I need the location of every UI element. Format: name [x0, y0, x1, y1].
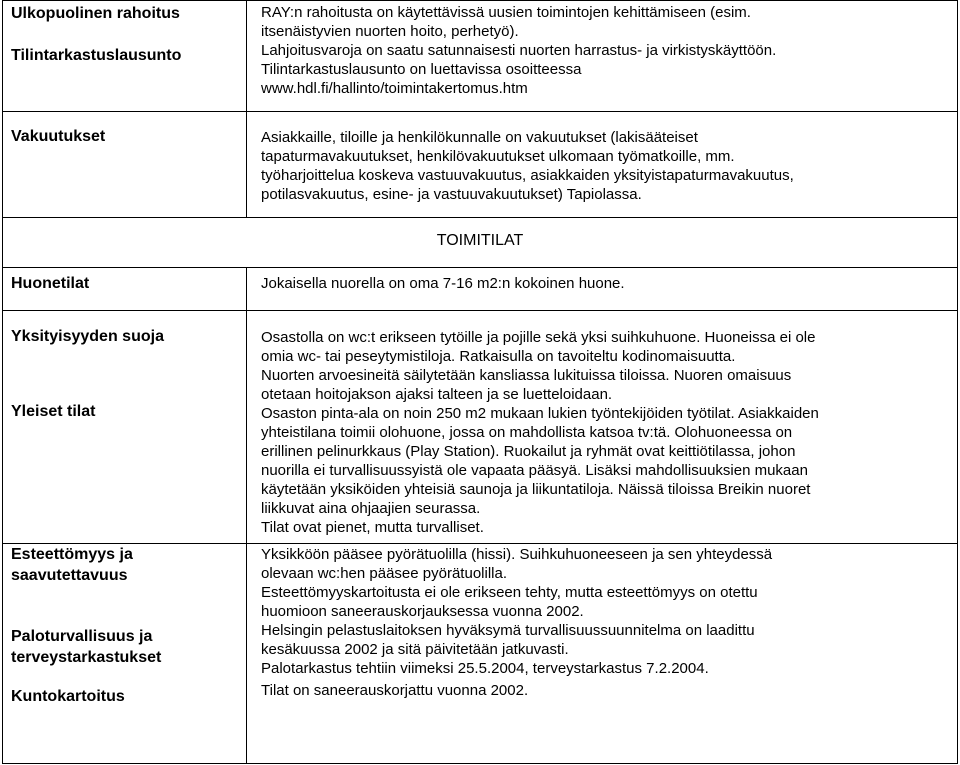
- yleiset-line: Osaston pinta-ala on noin 250 m2 mukaan lukien työntekijöiden työtilat. Asiakkaiden: [261, 405, 819, 422]
- rahoitus-line: Lahjoitusvaroja on saatu satunnaisesti nuorten harrastus- ja virkistyskäyttöön.: [261, 42, 777, 59]
- palo-label-line: Paloturvallisuus ja: [11, 628, 153, 645]
- yleiset-line: käytetään yksiköiden yhteisiä saunoja ja liikuntatiloja. Näissä tiloissa Breikin nuoret: [261, 481, 811, 498]
- palo-line: Helsingin pelastuslaitoksen hyväksymä turvallisuussuunnitelma on laadittu: [261, 622, 755, 639]
- rahoitus-content-cell: [247, 1, 958, 112]
- yksityisyys-content-cell: [247, 311, 958, 544]
- esteettomyys-content-cell: [247, 544, 958, 764]
- row-esteettomyys-palo: [3, 544, 958, 764]
- yksityisyys-label: Yksityisyyden suoja: [11, 328, 164, 345]
- palo-label-line: terveystarkastukset: [11, 649, 162, 666]
- lausunto-link-text: www.hdl.fi/hallinto/toimintakertomus.htm: [261, 80, 528, 97]
- rahoitus-line: itsenäistyvien nuorten hoito, perhetyö).: [261, 23, 519, 40]
- esteettomyys-line: Yksikköön pääsee pyörätuolilla (hissi). Suihkuhuoneeseen ja sen yhteydessä: [261, 546, 773, 563]
- vakuutukset-content-cell: [247, 112, 958, 218]
- esteettomyys-line: olevaan wc:hen pääsee pyörätuolilla.: [261, 565, 507, 582]
- lausunto-line: Tilintarkastuslausunto on luettavissa osoitteessa: [261, 61, 582, 78]
- yleiset-label: Yleiset tilat: [11, 403, 96, 420]
- vakuutukset-line: työharjoittelua koskeva vastuuvakuutus, asiakkaiden yksityistapaturmavakuutus,: [261, 167, 794, 184]
- vakuutukset-line: Asiakkaille, tiloille ja henkilökunnalle on vakuutukset (lakisääteiset: [261, 129, 698, 146]
- huonetilat-label: Huonetilat: [11, 275, 90, 292]
- palo-line: kesäkuussa 2002 ja sitä päivitetään jatkuvasti.: [261, 641, 569, 658]
- huonetilat-text: Jokaisella nuorella on oma 7-16 m2:n kokoinen huone.: [261, 275, 625, 292]
- document-table: [2, 0, 958, 764]
- vakuutukset-line: potilasvakuutus, esine- ja vastuuvakuutukset) Tapiolassa.: [261, 186, 642, 203]
- section-header-cell: [3, 218, 958, 268]
- esteettomyys-line: Esteettömyyskartoitusta ei ole erikseen tehty, mutta esteettömyys on otettu: [261, 584, 758, 601]
- row-rahoitus: [3, 1, 958, 112]
- yksityisyys-line: Nuorten arvoesineitä säilytetään kansliassa lukituissa tiloissa. Nuoren omaisuus: [261, 367, 792, 384]
- vakuutukset-line: tapaturmavakuutukset, henkilövakuutukset ulkomaan työmatkoille, mm.: [261, 148, 735, 165]
- lausunto-label: Tilintarkastuslausunto: [11, 47, 182, 64]
- row-vakuutukset: [3, 112, 958, 218]
- huonetilat-label-cell: [3, 268, 247, 311]
- palo-line: Palotarkastus tehtiin viimeksi 25.5.2004, terveystarkastus 7.2.2004.: [261, 660, 709, 677]
- kunto-label: Kuntokartoitus: [11, 688, 125, 705]
- yleiset-line: liikkuvat aina ohjaajien seurassa.: [261, 500, 481, 517]
- huonetilat-content-cell: [247, 268, 958, 311]
- vakuutukset-label-cell: [3, 112, 247, 218]
- rahoitus-label: Ulkopuolinen rahoitus: [11, 5, 180, 22]
- yleiset-line: Tilat ovat pienet, mutta turvalliset.: [261, 519, 484, 536]
- esteettomyys-label-cell: [3, 544, 247, 764]
- rahoitus-label-cell: [3, 1, 247, 112]
- yksityisyys-label-cell: [3, 311, 247, 544]
- palo-label: [3, 586, 246, 668]
- yksityisyys-line: omia wc- tai peseytymistiloja. Ratkaisulla on tavoiteltu kodinomaisuutta.: [261, 348, 736, 365]
- kunto-text: Tilat on saneerauskorjattu vuonna 2002.: [261, 682, 529, 699]
- esteettomyys-label-line: saavutettavuus: [11, 567, 128, 584]
- yleiset-line: nuorilla ei turvallisuussyistä ole vapaata pääsyä. Lisäksi mahdollisuuksien mukaan: [261, 462, 808, 479]
- row-section-header: [3, 218, 958, 268]
- yksityisyys-line: Osastolla on wc:t erikseen tytöille ja pojille sekä yksi suihkuhuone. Huoneissa ei ole: [261, 329, 816, 346]
- esteettomyys-line: huomioon saneerauskorjauksessa vuonna 2002.: [261, 603, 584, 620]
- esteettomyys-label-line: Esteettömyys ja: [11, 546, 133, 563]
- row-yksityisyys-yleiset: [3, 311, 958, 544]
- yleiset-line: erillinen pelinurkkaus (Play Station). Ruokailut ja ryhmät ovat keittiötilassa, johon: [261, 443, 796, 460]
- esteettomyys-label: [3, 544, 246, 586]
- yleiset-line: yhteistilana toimii olohuone, jossa on mahdollista katsoa tv:tä. Olohuoneessa on: [261, 424, 793, 441]
- rahoitus-line: RAY:n rahoitusta on käytettävissä uusien toimintojen kehittämiseen (esim.: [261, 4, 751, 21]
- row-huonetilat: [3, 268, 958, 311]
- yksityisyys-line: otetaan hoitojakson ajaksi talteen ja se luetteloidaan.: [261, 386, 613, 403]
- section-title: TOIMITILAT: [436, 232, 524, 249]
- vakuutukset-label: Vakuutukset: [11, 128, 106, 145]
